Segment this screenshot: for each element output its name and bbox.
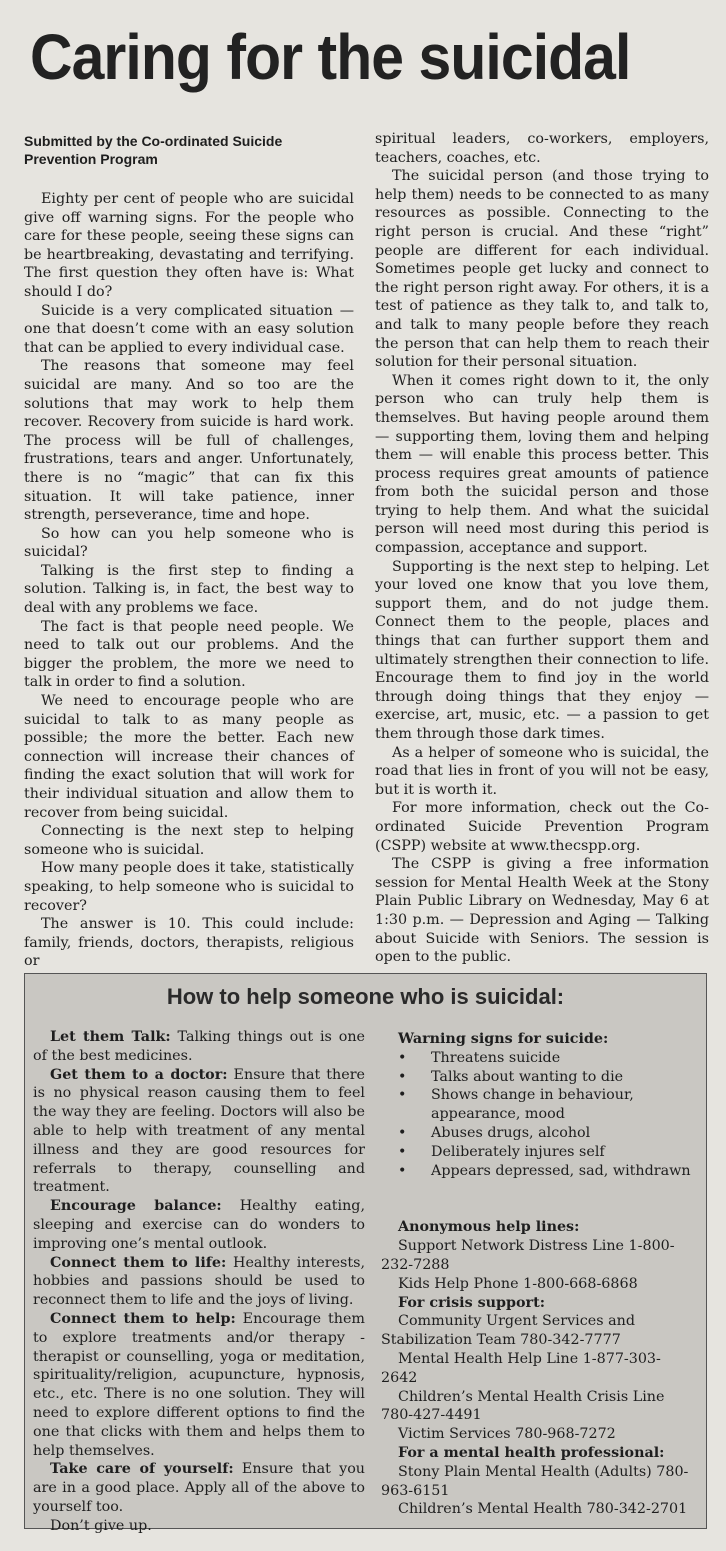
warning-sign-text: Abuses drugs, alcohol bbox=[431, 1124, 591, 1141]
headline: Caring for the suicidal bbox=[30, 21, 631, 93]
help-line: Community Urgent Services and Stabilization Team 780-342-7777 bbox=[381, 1313, 635, 1349]
article-paragraph: For more information, check out the Co-ordinated Suicide Prevention Program (CSPP) website at www.thecspp.org. bbox=[375, 800, 709, 854]
warning-sign-item bbox=[381, 1124, 695, 1143]
help-line: Mental Health Help Line 1-877-303-2642 bbox=[381, 1350, 661, 1386]
spacer bbox=[381, 1180, 695, 1218]
resources-column bbox=[381, 1030, 695, 1519]
article-paragraph: Supporting is the next step to helping. Let your loved one know that you love them, support them, and do not judge them. Connect them to the people, places and things that can further support them and ultimately strengthen their connection to life. Encourage them to find joy in the world through doing things that they enjoy — exercise, art, music, etc. — a passion to get them through those dark times. bbox=[375, 558, 709, 742]
article-paragraph: We need to encourage people who are suicidal to talk to as many people as possible; the more the better. Each new connection will increase their chances of finding the exact solution that will work for their individual situation and allow them to recover from being suicidal. bbox=[24, 693, 354, 821]
anon-heading: Anonymous help lines: bbox=[398, 1219, 580, 1236]
warning-sign-text: Appears depressed, sad, withdrawn bbox=[431, 1162, 691, 1179]
warning-sign-item bbox=[381, 1068, 695, 1087]
tip-item bbox=[33, 1197, 365, 1253]
help-line: Stony Plain Mental Health (Adults) 780-963-6151 bbox=[381, 1463, 689, 1499]
article-paragraph: The answer is 10. This could include: family, friends, doctors, therapists, religious or bbox=[24, 916, 354, 970]
article-paragraph: The CSPP is giving a free information session for Mental Health Week at the Stony Plain Public Library on Wednesday, May 6 at 1:30 p.m. — Depression and Aging — Talking about Suicide with Seniors. The session is open to the public. bbox=[375, 856, 709, 966]
tip-label: Take care of yourself: bbox=[50, 1461, 234, 1478]
article-paragraph: Suicide is a very complicated situation — one that doesn’t come with an easy solution that can be applied to every individual case. bbox=[24, 302, 354, 356]
warning-sign-item bbox=[381, 1143, 695, 1162]
warning-sign-text: Deliberately injures self bbox=[431, 1143, 605, 1160]
bullet-icon: • bbox=[398, 1068, 407, 1085]
article-paragraph: When it comes right down to it, the only person who can truly help them is themselves. But having people around them — supporting them, loving them and helping them — will enable this process better. This process requires great amounts of patience from both the suicidal person and those trying to help them. And what the suicidal person will need most during this period is compassion, acceptance and support. bbox=[375, 372, 709, 557]
pro-lines bbox=[381, 1463, 695, 1519]
tip-text: Ensure that you are in a good place. Apply all of the above to yourself too. bbox=[33, 1461, 366, 1515]
article-paragraph: As a helper of someone who is suicidal, the road that lies in front of you will not be easy, but it is worth it. bbox=[375, 744, 709, 798]
bullet-icon: • bbox=[398, 1162, 407, 1179]
article-paragraph: How many people does it take, statistically speaking, to help someone who is suicidal to recover? bbox=[24, 860, 354, 914]
article-paragraph: Eighty per cent of people who are suicidal give off warning signs. For the people who care for these people, seeing these signs can be heartbreaking, devastating and terrifying. The first question they often have is: What should I do? bbox=[24, 191, 354, 300]
tip-label: Get them to a doctor: bbox=[50, 1066, 228, 1083]
bullet-icon: • bbox=[398, 1049, 407, 1066]
left-paragraphs bbox=[24, 190, 354, 971]
article-paragraph: Connecting is the next step to helping someone who is suicidal. bbox=[24, 823, 354, 858]
tip-item bbox=[33, 1028, 365, 1066]
warning-sign-text: Threatens suicide bbox=[431, 1049, 561, 1066]
bullet-icon: • bbox=[398, 1087, 407, 1104]
help-line: Children’s Mental Health 780-342-2701 bbox=[398, 1501, 688, 1518]
tip-text: Talking things out is one of the best medicines. bbox=[33, 1029, 366, 1064]
tip-label: Let them Talk: bbox=[50, 1029, 171, 1045]
warning-sign-text: Talks about wanting to die bbox=[431, 1068, 624, 1085]
tip-text: Healthy eating, sleeping and exercise can do wonders to improving one’s mental outlook. bbox=[33, 1198, 365, 1252]
warning-signs-list bbox=[381, 1049, 695, 1181]
tip-item bbox=[33, 1517, 365, 1536]
article-paragraph: The fact is that people need people. We need to talk out our problems. And the bigger the problem, the more we need to talk in order to find a solution. bbox=[24, 618, 354, 691]
warning-sign-text: Shows change in behaviour, appearance, mood bbox=[431, 1087, 634, 1123]
tip-label: Connect them to life: bbox=[50, 1254, 227, 1271]
continuation-text: spiritual leaders, co-workers, employers, teachers, coaches, etc. bbox=[375, 131, 709, 166]
article-right-column bbox=[375, 130, 709, 967]
article-left-column bbox=[24, 132, 354, 971]
box-title: How to help someone who is suicidal: bbox=[166, 984, 565, 1009]
crisis-heading: For crisis support: bbox=[398, 1294, 545, 1311]
help-line: Victim Services 780-968-7272 bbox=[398, 1426, 616, 1443]
article-paragraph: Talking is the first step to finding a solution. Talking is, in fact, the best way to deal with any problems we face. bbox=[24, 562, 354, 617]
tip-item bbox=[33, 1254, 365, 1310]
pro-heading: For a mental health professional: bbox=[398, 1444, 665, 1461]
warning-sign-item bbox=[381, 1086, 695, 1124]
tips-list bbox=[33, 1028, 365, 1536]
tip-text: Healthy interests, hobbies and passions should be used to reconnect them to life and the joys of living. bbox=[33, 1254, 365, 1309]
tip-label: Encourage balance: bbox=[50, 1198, 222, 1215]
warning-heading: Warning signs for suicide: bbox=[398, 1031, 609, 1047]
article-paragraph: The suicidal person (and those trying to help them) needs to be connected to as many resources as possible. Connecting to the right person is crucial. And these “right” people are different for each individual. Sometimes people get lucky and connect to the right person right away. For others, it is a test of patience as they talk to, and talk to, and talk to many people before they reach the person that can help them to reach their solution for their personal situation. bbox=[375, 168, 709, 371]
help-line: Kids Help Phone 1-800-668-6868 bbox=[398, 1275, 638, 1292]
warning-sign-item bbox=[381, 1162, 695, 1181]
anon-lines bbox=[381, 1237, 695, 1293]
tip-text: Ensure that there is no physical reason causing them to feel the way they are feeling. Doctors will also be able to help with treatment of any mental illness and they are good resources for referrals to therapy, counselling and treatment. bbox=[33, 1066, 365, 1196]
warning-sign-item bbox=[381, 1049, 695, 1068]
tip-text: Don’t give up. bbox=[50, 1517, 152, 1534]
byline: Submitted by the Co-ordinated Suicide Prevention Program bbox=[24, 133, 283, 167]
help-line: Children’s Mental Health Crisis Line 780-427-4491 bbox=[381, 1388, 665, 1424]
help-sidebar-box bbox=[24, 973, 707, 1534]
help-line: Support Network Distress Line 1-800-232-7288 bbox=[381, 1238, 675, 1273]
tip-item bbox=[33, 1460, 365, 1516]
bullet-icon: • bbox=[398, 1124, 407, 1141]
right-paragraphs bbox=[375, 167, 709, 967]
tip-text: Encourage them to explore treatments and/or therapy - therapist or counselling, yoga or meditation, spirituality/religion, acupuncture, hypnosis, etc., etc. There is no one solution. They will need to explore different options to find the one that clicks with them and helps them to help themselves. bbox=[33, 1310, 365, 1459]
article-paragraph: So how can you help someone who is suicidal? bbox=[24, 525, 354, 561]
tip-label: Connect them to help: bbox=[50, 1310, 236, 1327]
crisis-lines bbox=[381, 1312, 695, 1444]
tip-item bbox=[33, 1066, 365, 1198]
article-paragraph: The reasons that someone may feel suicidal are many. And so too are the solutions that may work to help them recover. Recovery from suicide is hard work. The process will be full of challenges, frustrations, tears and anger. Unfortunately, there is no “magic” that can fix this situation. It will take patience, inner strength, perseverance, time and hope. bbox=[24, 358, 354, 524]
tip-item bbox=[33, 1310, 365, 1460]
bullet-icon: • bbox=[398, 1143, 407, 1160]
